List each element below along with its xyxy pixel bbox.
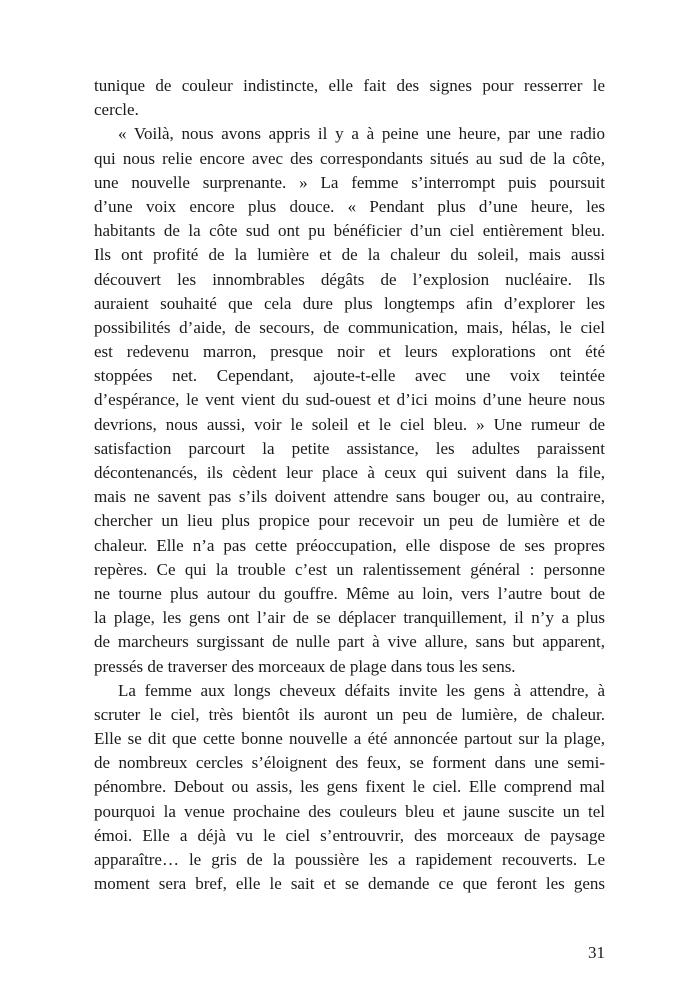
- text-line: qui nous relie encore avec des correspondants situés au sud de la côte,: [94, 148, 605, 168]
- text-line: satisfaction parcourt la petite assistance, les adultes paraissent: [94, 438, 605, 458]
- text-line: une nouvelle surprenante. » La femme s’interrompt puis poursuit: [94, 172, 605, 192]
- text-line: habitants de la côte sud ont pu bénéficier d’un ciel entièrement bleu.: [94, 221, 605, 241]
- text-line: La femme aux longs cheveux défaits invite les gens à attendre, à: [118, 680, 605, 700]
- text-line: possibilités d’aide, de secours, de communication, mais, hélas, le ciel: [94, 317, 605, 337]
- text-line: chercher un lieu plus propice pour recevoir un peu de lumière et de: [94, 511, 605, 531]
- text-line: devrions, nous aussi, voir le soleil et le ciel bleu. » Une rumeur de: [94, 414, 605, 434]
- text-line: émoi. Elle a déjà vu le ciel s’entrouvrir, des morceaux de paysage: [94, 825, 605, 845]
- page-number: 31: [588, 943, 605, 962]
- body-text: [94, 74, 605, 896]
- text-line: d’une voix encore plus douce. « Pendant plus d’une heure, les: [94, 196, 605, 216]
- text-line: la plage, les gens ont l’air de se déplacer tranquillement, il n’y a plus: [94, 608, 605, 628]
- text-line: apparaître… le gris de la poussière les a rapidement recouverts. Le: [94, 850, 605, 869]
- text-line: auraient souhaité que cela dure plus longtemps afin d’explorer les: [94, 293, 605, 313]
- text-line: de nombreux cercles s’éloignent des feux, se forment dans une semi-: [94, 753, 605, 773]
- text-line: scruter le ciel, très bientôt ils auront un peu de lumière, de chaleur.: [94, 704, 605, 724]
- text-line: pressés de traverser des morceaux de plage dans tous les sens.: [94, 656, 516, 676]
- text-line: est redevenu marron, presque noir et leurs explorations ont été: [94, 342, 605, 362]
- text-line: Elle se dit que cette bonne nouvelle a été annoncée partout sur la plage,: [94, 729, 605, 749]
- text-line: cercle.: [94, 100, 139, 120]
- text-line: Ils ont profité de la lumière et de la chaleur du soleil, mais aussi: [94, 245, 605, 265]
- text-line: moment sera bref, elle le sait et se demande ce que feront les gens: [94, 874, 605, 894]
- text-line: pénombre. Debout ou assis, les gens fixent le ciel. Elle comprend mal: [94, 777, 605, 797]
- text-line: « Voilà, nous avons appris il y a à peine une heure, par une radio: [118, 124, 605, 144]
- text-line: décontenancés, ils cèdent leur place à ceux qui suivent dans la file,: [94, 463, 605, 482]
- text-line: découvert les innombrables dégâts de l’explosion nucléaire. Ils: [94, 269, 605, 289]
- text-line: mais ne savent pas s’ils doivent attendre sans bouger ou, au contraire,: [94, 487, 605, 507]
- text-line: tunique de couleur indistincte, elle fait des signes pour resserrer le: [94, 76, 605, 95]
- text-line: pourquoi la venue prochaine des couleurs bleu et jaune suscite un tel: [94, 801, 605, 821]
- text-line: stoppées net. Cependant, ajoute-t-elle avec une voix teintée: [94, 366, 605, 386]
- text-line: de marcheurs surgissant de nulle part à vive allure, sans but apparent,: [94, 632, 605, 652]
- text-line: ne tourne plus autour du gouffre. Même au loin, vers l’autre bout de: [94, 583, 605, 603]
- text-line: chaleur. Elle n’a pas cette préoccupation, elle dispose de ses propres: [94, 535, 605, 555]
- text-line: repères. Ce qui la trouble c’est un ralentissement général : personne: [94, 559, 605, 579]
- text-line: d’espérance, le vent vient du sud-ouest et d’ici moins d’une heure nous: [94, 390, 605, 410]
